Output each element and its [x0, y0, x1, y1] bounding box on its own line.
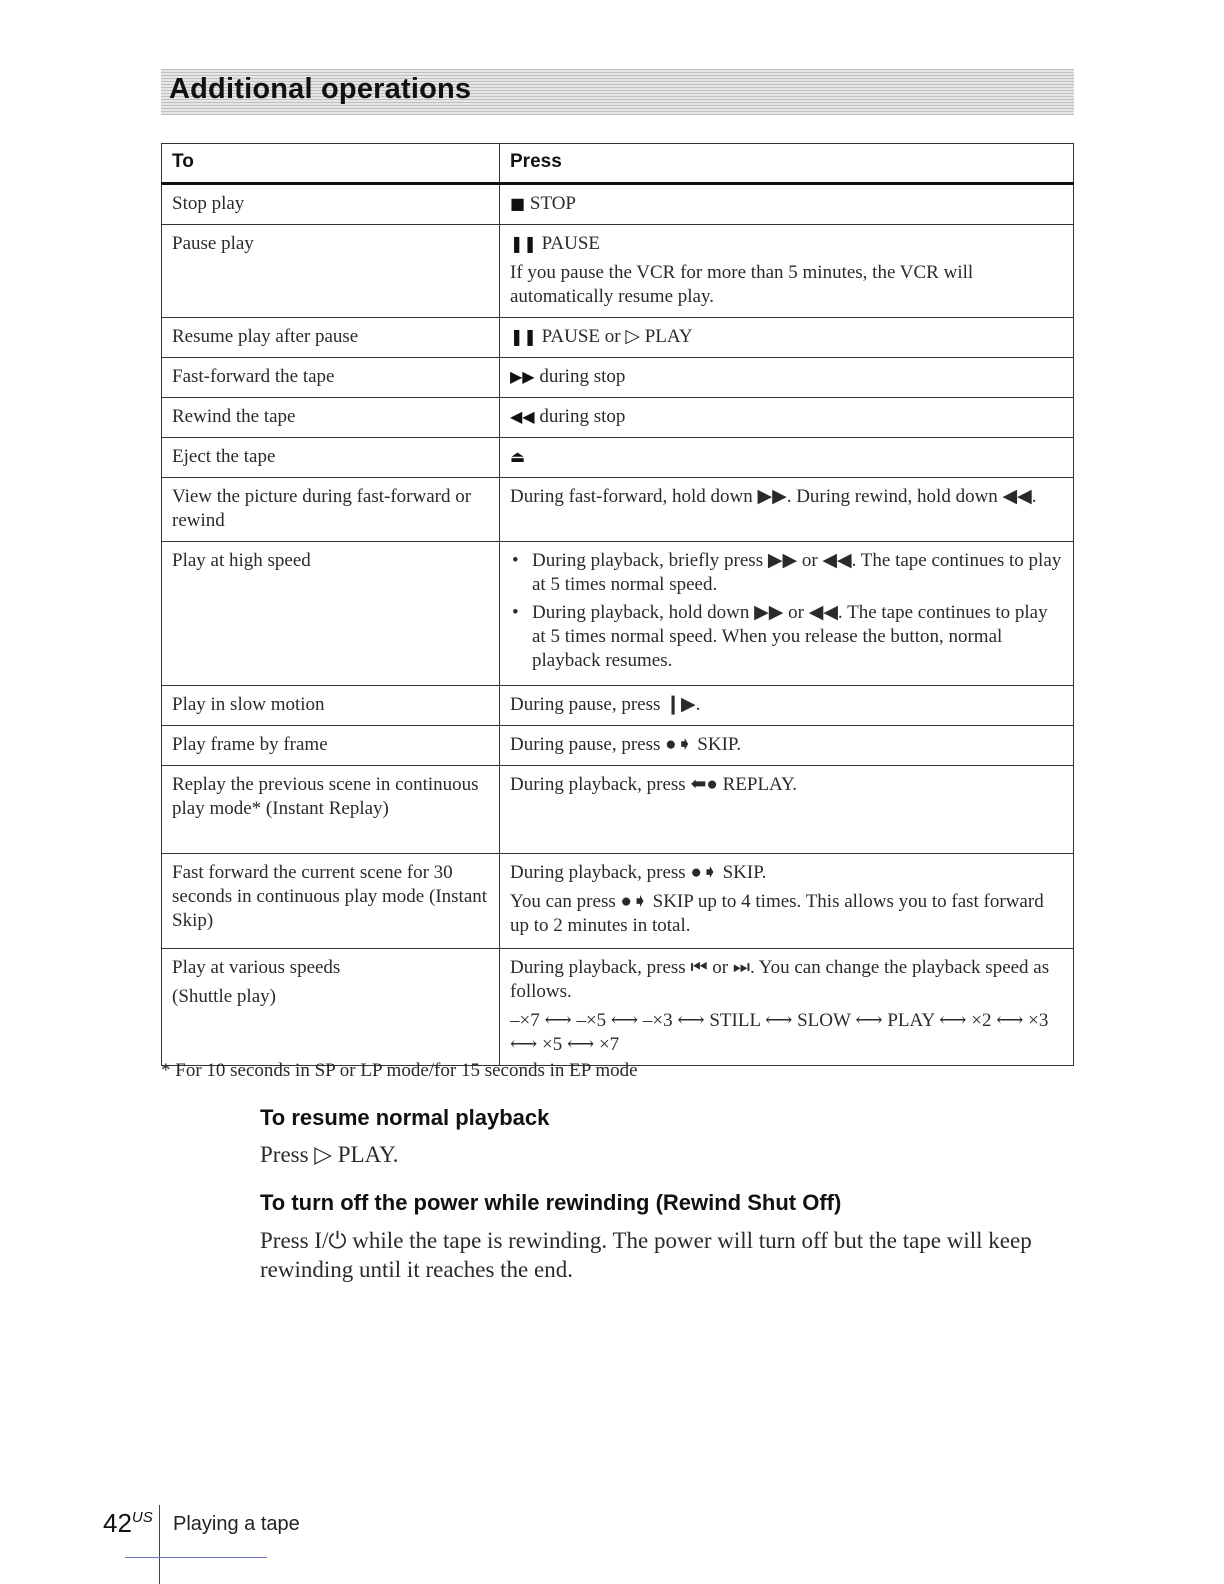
cell-press: During playback, press ⏮ or ⏭. You can change the playback speed as follows. –×7 ⟷ –×5 ⟷ –×3 ⟷ STILL ⟷ SLOW ⟷ PLAY ⟷ ×2 ⟷ ×3 ⟷ ×5 ⟷ ×7 — [500, 949, 1074, 1066]
cell-note: If you pause the VCR for more than 5 minutes, the VCR will automatically resume play. — [510, 262, 974, 307]
cell-to: Play at high speed — [162, 542, 500, 686]
cell-press: During fast-forward, hold down ▶▶. During rewind, hold down ◀◀. — [500, 478, 1074, 542]
table-row — [162, 184, 1074, 225]
cell-press: ■ STOP — [500, 184, 1074, 225]
page-number: $42^{US}$ — [103, 1508, 153, 1538]
cell-to: Play in slow motion — [162, 686, 500, 726]
operations-table — [161, 143, 1074, 1066]
section-body: Press ▷ PLAY. — [260, 1142, 399, 1167]
table-row — [162, 438, 1074, 478]
cell-to: Stop play — [162, 184, 500, 225]
cell-to: Play frame by frame — [162, 726, 500, 766]
pause-icon: ❚❚ — [510, 234, 537, 253]
cell-to: Resume play after pause — [162, 318, 500, 358]
footer-section-label: Playing a tape — [173, 1513, 300, 1535]
fast-forward-icon: ▶▶ — [510, 367, 535, 386]
table-row — [162, 686, 1074, 726]
list-item: • During playback, hold down ▶▶ or ◀◀. The tape continues to play at 5 times normal speed. When you release the button, normal playback resumes. — [532, 601, 1063, 673]
section-heading: To resume normal playback — [260, 1105, 550, 1130]
rewind-icon: ◀◀ — [510, 407, 535, 426]
stop-icon: ■ — [510, 194, 526, 213]
cell-note: You can press ●➧ SKIP up to 4 times. This allows you to fast forward up to 2 minutes in total. — [510, 891, 1044, 936]
table-row — [162, 398, 1074, 438]
table-row — [162, 478, 1074, 542]
eject-icon: ⏏ — [510, 447, 526, 466]
cell-to: Fast-forward the tape — [162, 358, 500, 398]
cell-to: Fast forward the current scene for 30 seconds in continuous play mode (Instant Skip) — [162, 854, 500, 949]
cell-press: ❚❚ PAUSE or ▷ PLAY — [500, 318, 1074, 358]
cell-to: Pause play — [162, 225, 500, 318]
section-heading: To turn off the power while rewinding (Rewind Shut Off) — [260, 1190, 842, 1215]
speed-sequence: –×7 ⟷ –×5 ⟷ –×3 ⟷ STILL ⟷ SLOW ⟷ PLAY ⟷ ×2 ⟷ ×3 ⟷ ×5 ⟷ ×7 — [510, 1010, 1049, 1055]
table-row — [162, 949, 1074, 1066]
cell-to: View the picture during fast-forward or rewind — [162, 478, 500, 542]
cell-to: Play at various speeds (Shuttle play) — [162, 949, 500, 1066]
cell-press: During pause, press ❙▶. — [500, 686, 1074, 726]
cell-press: ▶▶ during stop — [500, 358, 1074, 398]
header-press: Press — [500, 144, 1074, 184]
footnote: * For 10 seconds in SP or LP mode/for 15 seconds in EP mode — [161, 1060, 638, 1081]
table-row — [162, 854, 1074, 949]
cell-to: Replay the previous scene in continuous play mode* (Instant Replay) — [162, 766, 500, 854]
title-banner — [161, 69, 1074, 115]
header-to: To — [162, 144, 500, 184]
table-row — [162, 726, 1074, 766]
footer-underline — [125, 1557, 267, 1558]
table-row — [162, 542, 1074, 686]
bullet-list — [510, 549, 1063, 673]
cell-press: During playback, press ●➧ SKIP. You can press ●➧ SKIP up to 4 times. This allows you to fast forward up to 2 minutes in total. — [500, 854, 1074, 949]
section-body: Press I/⏻ while the tape is rewinding. The power will turn off but the tape will keep rewinding until it reaches the end. — [260, 1228, 1032, 1282]
list-item: • During playback, briefly press ▶▶ or ◀◀. The tape continues to play at 5 times normal speed. — [532, 549, 1063, 597]
cell-press: During playback, press ⬅● REPLAY. — [500, 766, 1074, 854]
cell-to: Rewind the tape — [162, 398, 500, 438]
page-title: Additional operations — [169, 73, 472, 105]
table-header-row — [162, 144, 1074, 184]
table-row — [162, 225, 1074, 318]
cell-press: ◀◀ during stop — [500, 398, 1074, 438]
cell-to: Eject the tape — [162, 438, 500, 478]
cell-press — [500, 542, 1074, 686]
table-row — [162, 358, 1074, 398]
cell-press — [500, 438, 1074, 478]
cell-press: ❚❚ PAUSE If you pause the VCR for more than 5 minutes, the VCR will automatically resume play. — [500, 225, 1074, 318]
footer-divider — [159, 1505, 160, 1584]
table-row — [162, 766, 1074, 854]
pause-icon: ❚❚ — [510, 327, 537, 346]
table-row — [162, 318, 1074, 358]
cell-press: During pause, press ●➧ SKIP. — [500, 726, 1074, 766]
